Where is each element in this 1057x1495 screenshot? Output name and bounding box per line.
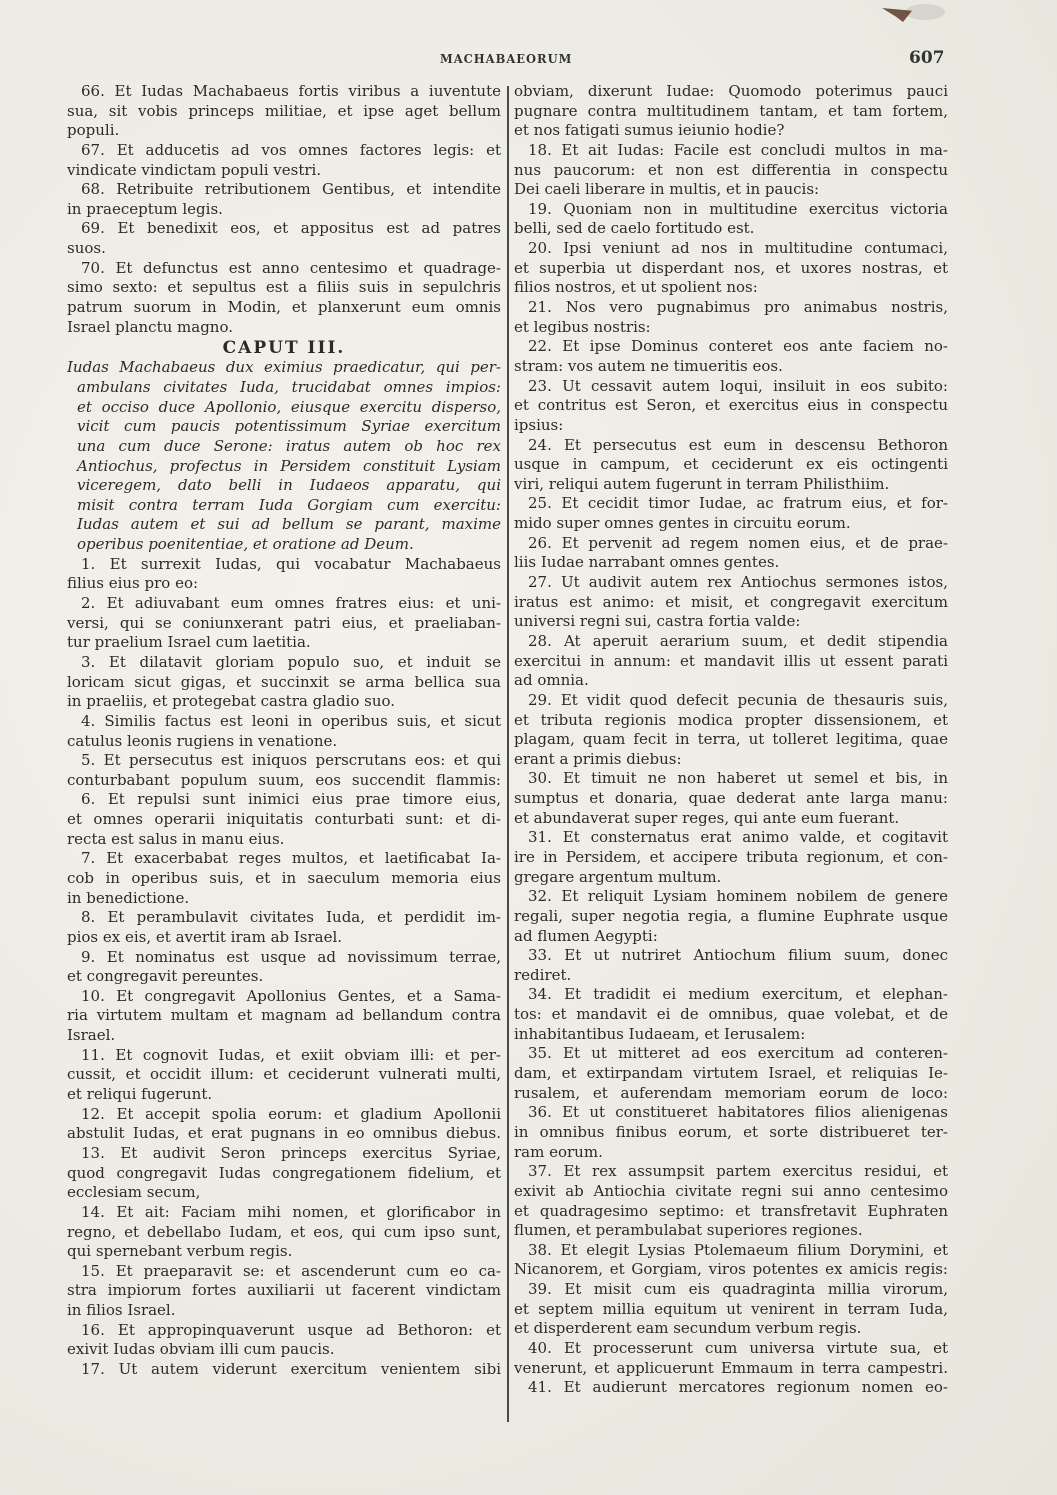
verse-line: exivit ab Antiochia civitate regni sui anno centesimo [514, 1181, 948, 1200]
verse-line: rusalem, et auferendam memoriam eorum de loco: [514, 1083, 948, 1102]
chapter-summary-line: una cum duce Serone: iratus autem ob hoc rex [77, 436, 501, 455]
verse-line: 37. Et rex assumpsit partem exercitus residui, et [528, 1162, 948, 1181]
verse-line: ram eorum. [514, 1142, 603, 1161]
chapter-summary-line: et occiso duce Apollonio, eiusque exercitu disperso, [77, 397, 501, 416]
verse-line: catulus leonis rugiens in venatione. [67, 731, 338, 750]
verse-line: cussit, et occidit illum: et ceciderunt vulnerati multi, [67, 1065, 501, 1084]
verse-line: simo sexto: et sepultus est a filiis suis in sepulchris [67, 278, 501, 297]
verse-line: vindicate vindictam populi vestri. [67, 160, 322, 179]
verse-line: Nicanorem, et Gorgiam, viros potentes ex amicis regis: [514, 1260, 948, 1279]
verse-line: 22. Et ipse Dominus conteret eos ante faciem no- [528, 337, 948, 356]
verse-line: abstulit Iudas, et erat pugnans in eo omnibus diebus. [67, 1124, 501, 1143]
page-number: 607 [909, 48, 945, 68]
verse-line: dam, et extirpandam virtutem Israel, et reliquias Ie- [514, 1064, 948, 1083]
chapter-summary-line: Iudas Machabaeus dux eximius praedicatur, qui per- [67, 358, 501, 377]
verse-line: viri, reliqui autem fugerunt in terram Philisthiim. [514, 474, 890, 493]
verse-line: et septem millia equitum ut venirent in terram Iuda, [514, 1299, 948, 1318]
verse-line: erant a primis diebus: [514, 749, 682, 768]
verse-line: et abundaverat super reges, qui ante eum fuerant. [514, 808, 900, 827]
column-divider [507, 86, 509, 1422]
verse-line: et contritus est Seron, et exercitus eius in conspectu [514, 396, 948, 415]
verse-line: ipsius: [514, 415, 564, 434]
verse-line: 17. Ut autem viderunt exercitum venientem sibi [81, 1360, 501, 1378]
verse-line: versi, qui se coniunxerant patri eius, et praeliaban- [67, 613, 501, 632]
chapter-summary-line: Iudas autem et sui ad bellum se parant, maxime [77, 515, 501, 534]
verse-line: belli, sed de caelo fortitudo est. [514, 219, 755, 238]
verse-line: 23. Ut cessavit autem loqui, insiluit in eos subito: [528, 376, 948, 395]
verse-line: 41. Et audierunt mercatores regionum nomen eo- [528, 1378, 948, 1397]
verse-line: conturbabant populum suum, eos succendit flammis: [67, 770, 501, 789]
verse-line: 39. Et misit cum eis quadraginta millia virorum, [528, 1280, 948, 1299]
verse-line: universi regni sui, castra fortia valde: [514, 612, 801, 631]
verse-line: pios ex eis, et avertit iram ab Israel. [67, 927, 343, 946]
verse-line: 20. Ipsi veniunt ad nos in multitudine contumaci, [528, 239, 948, 258]
verse-line: 33. Et ut nutriret Antiochum filium suum, donec [528, 946, 948, 965]
verse-line: 4. Similis factus est leoni in operibus suis, et sicut [81, 711, 501, 730]
verse-line: 25. Et cecidit timor Iudae, ac fratrum eius, et for- [528, 494, 948, 513]
verse-line: regno, et debellabo Iudam, et eos, qui cum ipso sunt, [67, 1222, 501, 1241]
verse-line: 7. Et exacerbabat reges multos, et laetificabat Ia- [81, 849, 501, 868]
verse-line: ad omnia. [514, 671, 589, 690]
verse-line: 12. Et accepit spolia eorum: et gladium Apollonii [81, 1104, 501, 1123]
verse-line: stram: vos autem ne timueritis eos. [514, 356, 783, 375]
verse-line: 21. Nos vero pugnabimus pro animabus nostris, [528, 298, 948, 317]
verse-line: nus paucorum: et non est differentia in conspectu [514, 160, 948, 179]
verse-line: et tributa regionis modica propter dissensionem, et [514, 710, 948, 729]
verse-line: stra impiorum fortes auxiliarii ut facerent vindictam [67, 1281, 501, 1300]
verse-line: 70. Et defunctus est anno centesimo et quadrage- [81, 258, 501, 277]
verse-line: mido super omnes gentes in circuitu eorum. [514, 514, 851, 533]
verse-line: 38. Et elegit Lysias Ptolemaeum filium Dorymini, et [528, 1240, 948, 1259]
verse-line: 31. Et consternatus erat animo valde, et cogitavit [528, 828, 948, 847]
chapter-summary-line: operibus poenitentiae, et oratione ad Deum. [77, 535, 414, 554]
running-head: MACHABAEORUM [440, 51, 573, 67]
chapter-summary-line: viceregem, dato belli in Iudaeos apparatu, qui [77, 476, 501, 495]
verse-line: suos. [67, 239, 106, 258]
verse-line: et reliqui fugerunt. [67, 1085, 213, 1104]
left-column [67, 82, 501, 1380]
verse-line: 10. Et congregavit Apollonius Gentes, et a Sama- [81, 986, 501, 1005]
verse-line: ria virtutem multam et magnam ad bellandum contra [67, 1006, 501, 1025]
chapter-summary-line: Antiochus, profectus in Persidem constituit Lysiam [77, 456, 501, 475]
verse-line: et quadragesimo septimo: et transfretavit Euphraten [514, 1201, 948, 1220]
verse-line: 34. Et tradidit ei medium exercitum, et elephan- [528, 985, 948, 1004]
verse-line: 2. Et adiuvabant eum omnes fratres eius: et uni- [81, 594, 501, 613]
verse-line: 68. Retribuite retributionem Gentibus, et intendite [81, 180, 501, 199]
verse-line: loricam sicut gigas, et succinxit se arma bellica sua [67, 672, 501, 691]
verse-line: rediret. [514, 965, 572, 984]
verse-line: cob in operibus suis, et in saeculum memoria eius [67, 868, 501, 887]
verse-line: plagam, quam fecit in terra, ut tolleret legitima, quae [514, 730, 948, 749]
verse-line: 36. Et ut constitueret habitatores filios alienigenas [528, 1103, 948, 1122]
chapter-summary-line: misit contra terram Iuda Gorgiam cum exercitu: [77, 495, 501, 514]
verse-line: sua, sit vobis princeps militiae, et ipse aget bellum [67, 101, 501, 120]
verse-line: in benedictione. [67, 888, 190, 907]
verse-line: 67. Et adducetis ad vos omnes factores legis: et [81, 140, 501, 159]
verse-line: et congregavit pereuntes. [67, 967, 264, 986]
verse-line: flumen, et perambulabat superiores regiones. [514, 1221, 863, 1240]
verse-line: filius eius pro eo: [67, 574, 199, 593]
verse-line: ecclesiam secum, [67, 1183, 201, 1202]
verse-line: pugnare contra multitudinem tantam, et tam fortem, [514, 101, 948, 120]
verse-line: recta est salus in manu eius. [67, 829, 285, 848]
verse-line: inhabitantibus Iudaeam, et Ierusalem: [514, 1024, 806, 1043]
verse-line: filios nostros, et ut spolient nos: [514, 278, 758, 297]
verse-line: 66. Et Iudas Machabaeus fortis viribus a iuventute [81, 82, 501, 100]
verse-line: 40. Et processerunt cum universa virtute sua, et [528, 1339, 948, 1357]
verse-line: 16. Et appropinquaverunt usque ad Bethoron: et [81, 1320, 501, 1339]
verse-line: sumptus et donaria, quae dederat ante larga manu: [514, 789, 948, 808]
verse-line: Dei caeli liberare in multis, et in paucis: [514, 180, 820, 199]
verse-line: liis Iudae narrabant omnes gentes. [514, 553, 780, 572]
chapter-summary-line: vicit cum paucis potentissimum Syriae exercitum [77, 417, 501, 436]
verse-line: et disperderent eam secundum verbum regis. [514, 1319, 862, 1338]
verse-line: 29. Et vidit quod defecit pecunia de thesauris suis, [528, 690, 948, 709]
verse-line: 26. Et pervenit ad regem nomen eius, et de prae- [528, 533, 948, 552]
verse-line: 69. Et benedixit eos, et appositus est ad patres [81, 219, 501, 238]
verse-line: regali, super negotia regia, a flumine Euphrate usque [514, 906, 948, 925]
verse-line: quod congregavit Iudas congregationem fidelium, et [67, 1163, 501, 1182]
verse-line: 24. Et persecutus est eum in descensu Bethoron [528, 435, 948, 454]
verse-line: Israel. [67, 1026, 116, 1045]
verse-line: 14. Et ait: Faciam mihi nomen, et glorificabor in [81, 1202, 501, 1221]
verse-line: 11. Et cognovit Iudas, et exiit obviam illi: et per- [81, 1045, 501, 1064]
verse-line: et nos fatigati sumus ieiunio hodie? [514, 121, 785, 140]
verse-line: et superbia ut disperdant nos, et uxores nostras, et [514, 258, 948, 277]
verse-line: tos: et mandavit ei de omnibus, quae volebat, et de [514, 1005, 948, 1024]
verse-line: 32. Et reliquit Lysiam hominem nobilem de genere [528, 887, 948, 906]
verse-line: in omnibus finibus eorum, et sorte distribueret ter- [514, 1122, 948, 1141]
verse-line: gregare argentum multum. [514, 867, 722, 886]
chapter-heading: CAPUT III. [222, 338, 346, 359]
verse-line: 19. Quoniam non in multitudine exercitus victoria [528, 199, 948, 218]
verse-line: et omnes operarii iniquitatis conturbati sunt: et di- [67, 810, 501, 829]
verse-line: populi. [67, 121, 120, 140]
verse-line: usque in campum, et ceciderunt ex eis octingenti [514, 455, 948, 474]
verse-line: 3. Et dilatavit gloriam populo suo, et induit se [81, 652, 501, 671]
verse-line: qui spernebant verbum regis. [67, 1242, 293, 1261]
verse-line: 30. Et timuit ne non haberet ut semel et bis, in [528, 769, 948, 788]
verse-line: Israel planctu magno. [67, 317, 234, 336]
verse-line: 6. Et repulsi sunt inimici eius prae timore eius, [81, 790, 501, 809]
verse-line: ire in Persidem, et accipere tributa regionum, et con- [514, 847, 948, 866]
verse-line: obviam, dixerunt Iudae: Quomodo poterimus pauci [514, 82, 948, 100]
verse-line: exercitui in annum: et mandavit illis ut essent parati [514, 651, 948, 670]
verse-line: et legibus nostris: [514, 317, 651, 336]
verse-line: 13. Et audivit Seron princeps exercitus Syriae, [81, 1143, 501, 1162]
verse-line: in filios Israel. [67, 1301, 176, 1320]
verse-line: 18. Et ait Iudas: Facile est concludi multos in ma- [528, 140, 948, 159]
verse-line: patrum suorum in Modin, et planxerunt eum omnis [67, 298, 501, 317]
verse-line: 1. Et surrexit Iudas, qui vocabatur Machabaeus [81, 554, 501, 573]
verse-line: 5. Et persecutus est iniquos perscrutans eos: et qui [81, 751, 501, 770]
right-column [514, 82, 948, 1398]
verse-line: tur praelium Israel cum laetitia. [67, 633, 311, 652]
verse-line: 28. At aperuit aerarium suum, et dedit stipendia [528, 631, 948, 650]
verse-line: ad flumen Aegypti: [514, 926, 658, 945]
chapter-summary-line: ambulans civitates Iuda, trucidabat omnes impios: [77, 377, 501, 396]
verse-line: 27. Ut audivit autem rex Antiochus sermones istos, [528, 573, 948, 592]
verse-line: in praeceptum legis. [67, 199, 223, 218]
verse-line: 35. Et ut mitteret ad eos exercitum ad conteren- [528, 1044, 948, 1063]
verse-line: 8. Et perambulavit civitates Iuda, et perdidit im- [81, 908, 501, 927]
verse-line: venerunt, et applicuerunt Emmaum in terra campestri. [514, 1358, 948, 1377]
verse-line: iratus est animo: et misit, et congregavit exercitum [514, 592, 948, 611]
verse-line: 9. Et nominatus est usque ad novissimum terrae, [81, 947, 501, 966]
verse-line: 15. Et praeparavit se: et ascenderunt cum eo ca- [81, 1261, 501, 1280]
verse-line: exivit Iudas obviam illi cum paucis. [67, 1340, 335, 1359]
verse-line: in praeliis, et protegebat castra gladio suo. [67, 692, 396, 711]
